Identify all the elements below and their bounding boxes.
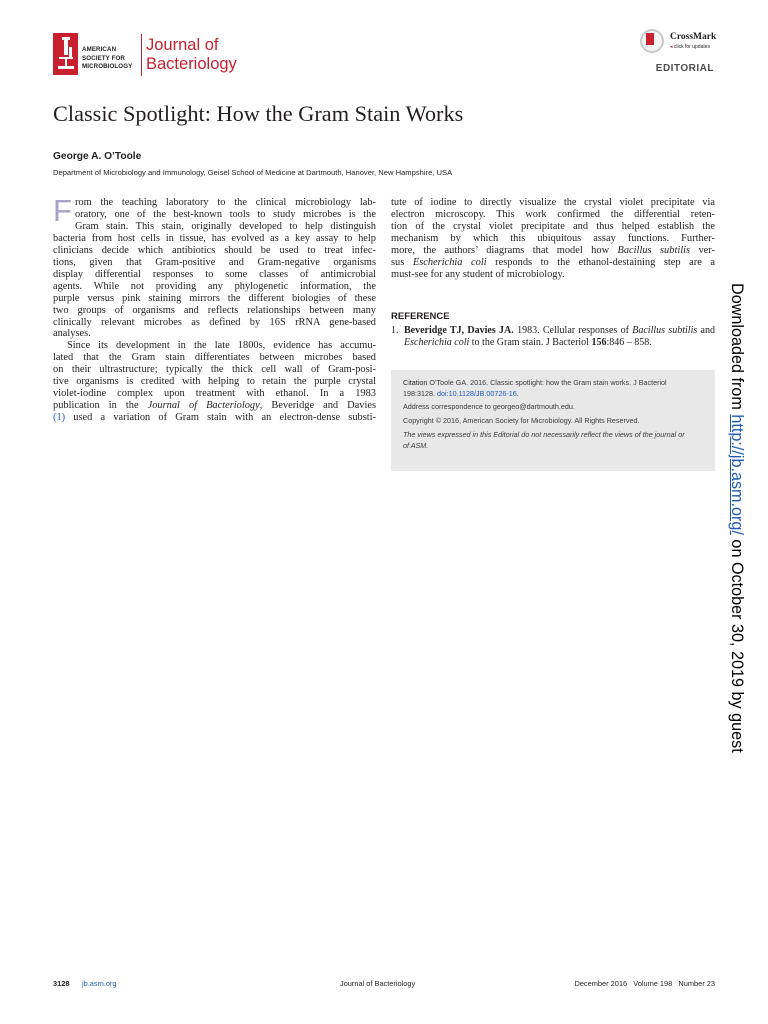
drop-cap: F [53,193,72,228]
body-line: tions, given that Gram-positive and Gram-negative organisms [53,256,376,268]
text-span: The views expressed in this Editorial do not necessarily reflect the views of the journal or [403,430,685,440]
arrow-icon: ◂ [670,44,674,50]
body-line: tion of the crystal violet precipitate and thus helped establish the [391,220,715,232]
body-line: mechanism by which this ubiquitous assay functions. Further- [391,232,715,244]
author-affiliation: Department of Microbiology and Immunology, Geisel School of Medicine at Dartmouth, Hanover, New Hampshire, USA [53,168,453,177]
body-line: tute of iodine to directly visualize the crystal violet precipitate via [391,197,715,208]
journal-name-line: Bacteriology [146,55,237,73]
text-span: of ASM. [403,440,429,450]
body-line [53,412,376,424]
reference-number: 1. [391,325,399,336]
footer-issue: December 2016 Volume 198 Number 23 [574,979,715,988]
section-label: EDITORIAL [655,63,714,74]
text-span: and [697,325,715,336]
footer-site-link[interactable]: jb.asm.org [82,979,117,988]
text-span: publication in the [53,400,148,412]
body-line: analyses. [53,328,91,340]
citation-label: Citation [403,378,428,387]
disclaimer-text [403,430,703,451]
body-line [391,257,715,269]
body-column-right [391,197,715,281]
body-column-left [53,193,376,424]
body-line: lated that the Gram stain differentiates between microbes based [53,352,376,364]
text-span: more, the authors’ diagrams that model how [391,244,618,256]
journal-name [146,36,237,74]
body-line: rom the teaching laboratory to the clinical microbiology lab- [74,197,376,208]
body-line [53,400,376,412]
species-name: Escherichia coli [412,256,487,268]
journal-name-line: Journal of [146,36,219,54]
society-line: AMERICAN [82,46,117,53]
reference-volume: 156 [591,337,607,348]
body-line: clinically relevant microbes as defined by 16S rRNA gene-based [53,316,376,328]
society-line: SOCIETY FOR [82,54,125,62]
microscope-icon [53,33,78,75]
correspondence-text: Address correspondence to georgeo@dartmouth.edu. [403,402,575,412]
text-span: , Beveridge and Davies [259,400,376,412]
body-line: violet-iodine complex upon treatment with ethanol. In a 1983 [53,388,376,400]
body-line: purple versus pink staining mirrors the different biologies of these [53,292,376,304]
reference-authors: Beveridge TJ, Davies JA. [404,325,514,336]
body-line: two groups of organisms and reflects relationships between many [53,304,376,316]
crossmark-subtitle-text: click for updates [673,44,711,50]
crossmark-subtitle [670,44,710,50]
text-span: 1983. Cellular responses of [513,325,633,336]
species-name: Bacillus subtilis [632,325,698,336]
author-name: George A. O’Toole [53,151,142,162]
species-name: Escherichia coli [404,337,470,348]
text-span: O’Toole GA. 2016. Classic spotlight: how the Gram stain works. J Bacteriol [427,378,667,387]
doi-link[interactable]: doi:10.1128/JB.00726-16 [436,388,517,398]
article-title: Classic Spotlight: How the Gram Stain Works [53,101,464,126]
body-line: tive organisms is credited with helping to retain the purple crystal [53,376,376,388]
body-line: Since its development in the late 1800s, evidence has accumu- [67,340,376,352]
society-line: MICROBIOLOGY [82,63,133,71]
body-line: on their ultrastructure; typically the thick cell wall of Gram-posi- [53,364,376,376]
reference-body [404,325,715,349]
text-span: used a variation of Gram stain with an electron-dense substi- [65,412,376,424]
text-span: . [516,388,519,398]
reference-entry [391,325,715,349]
footer-journal: Journal of Bacteriology [340,979,416,988]
text-span: sus [391,256,413,268]
citation-text [403,378,703,399]
body-line: agents. While not providing any phylogenetic information, the [53,280,376,292]
crossmark-title: CrossMark [670,32,717,42]
citation-box [391,370,715,471]
journal-name-italic: Journal of Bacteriology [147,400,260,412]
text-span: 198:3128. [403,388,437,398]
text-span: to the Gram stain. J Bacteriol [469,337,592,348]
crossmark-button[interactable] [640,29,720,59]
species-name: Bacillus subtilis [617,244,691,256]
text-span: ver- [690,244,715,256]
society-name [82,46,144,72]
reference-line [404,337,715,349]
download-banner [727,283,746,753]
text-span: responds to the ethanol-destaining step are a [486,256,715,268]
body-line: electron microscopy. This work confirmed the differential reten- [391,208,715,220]
reference-heading: REFERENCE [391,311,450,322]
body-line: clinicians decide which antibiotics should be used to treat infec- [53,244,376,256]
text-span: Downloaded from [728,283,746,415]
body-line: bacteria from host cells in tissue, has evolved as a key assay to help [53,232,376,244]
crossmark-bookmark-icon [646,33,654,45]
copyright-text: Copyright © 2016, American Society for Microbiology. All Rights Reserved. [403,416,640,426]
reference-line [404,325,715,337]
body-line: oratory, one of the best-known tools to study microbes is the [74,208,376,220]
reference-link[interactable]: (1) [53,412,66,424]
body-line [391,245,715,257]
body-line: display differential responses to some classes of antimicrobial [53,268,376,280]
body-line: must-see for any student of microbiology. [391,268,565,280]
footer-page-number: 3128 [53,979,70,988]
logo-divider [141,34,142,76]
text-span: on October 30, 2019 by guest [728,534,746,753]
body-line: Gram stain. This stain, originally developed to help distinguish [74,220,376,232]
reference-pages: :846 – 858. [606,337,652,348]
asm-logo-mark [53,33,78,75]
download-url-link[interactable]: http://jb.asm.org/ [728,414,746,535]
